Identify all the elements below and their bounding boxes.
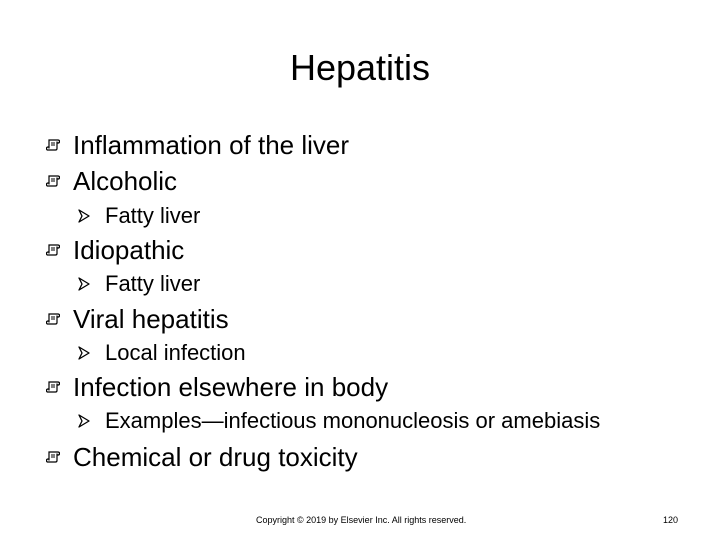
sub-bullet-item (78, 203, 200, 229)
arrow-icon (78, 408, 98, 428)
bullet-text: Chemical or drug toxicity (73, 442, 358, 472)
scroll-icon (46, 235, 66, 256)
bullet-item (46, 304, 229, 334)
bullet-item (46, 372, 388, 402)
bullet-text: Infection elsewhere in body (73, 372, 389, 402)
arrow-icon (78, 271, 98, 291)
sub-bullet-item (78, 271, 200, 297)
bullet-text: Alcoholic (73, 166, 178, 196)
scroll-icon (46, 372, 66, 393)
scroll-icon (46, 304, 66, 325)
sub-bullet-text: Fatty liver (105, 271, 201, 296)
arrow-icon (78, 203, 98, 223)
footer-copyright: Copyright © 2019 by Elsevier Inc. All rights reserved. (256, 515, 467, 525)
sub-bullet-item (78, 340, 246, 366)
bullet-text: Viral hepatitis (73, 304, 229, 334)
arrow-icon (78, 340, 98, 360)
sub-bullet-item (78, 408, 600, 434)
scroll-icon (46, 166, 66, 187)
sub-bullet-text: Examples—infectious mononucleosis or amebiasis (105, 408, 601, 433)
slide-title: Hepatitis (289, 47, 431, 88)
sub-bullet-text: Fatty liver (105, 203, 201, 228)
bullet-text: Inflammation of the liver (73, 130, 350, 160)
sub-bullet-text: Local infection (105, 340, 246, 365)
bullet-item (46, 130, 349, 160)
bullet-text: Idiopathic (73, 235, 185, 265)
page-number: 120 (662, 515, 678, 525)
bullet-item (46, 442, 358, 472)
bullet-item (46, 166, 177, 196)
scroll-icon (46, 130, 66, 151)
bullet-item (46, 235, 184, 265)
scroll-icon (46, 442, 66, 463)
